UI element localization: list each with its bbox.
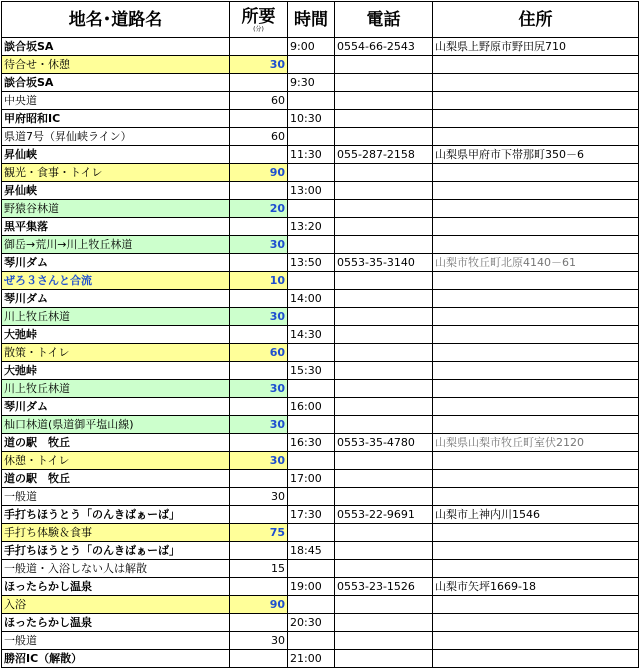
cell-time <box>288 56 335 74</box>
cell-phone <box>335 164 433 182</box>
cell-duration: 75 <box>230 524 288 542</box>
cell-phone <box>335 380 433 398</box>
table-row <box>2 398 639 416</box>
cell-phone: 0553-35-4780 <box>335 434 433 452</box>
cell-phone <box>335 488 433 506</box>
header-duration: 所要 (分) <box>230 2 288 38</box>
cell-time: 18:45 <box>288 542 335 560</box>
cell-duration: 90 <box>230 164 288 182</box>
cell-time: 20:30 <box>288 614 335 632</box>
cell-duration <box>230 182 288 200</box>
cell-time: 17:30 <box>288 506 335 524</box>
table-row <box>2 236 639 254</box>
itinerary-table <box>1 1 639 668</box>
cell-duration <box>230 614 288 632</box>
table-row <box>2 560 639 578</box>
cell-time: 9:00 <box>288 38 335 56</box>
cell-phone <box>335 596 433 614</box>
cell-duration: 60 <box>230 128 288 146</box>
cell-location: 甲府昭和IC <box>2 110 230 128</box>
cell-address <box>433 362 639 380</box>
cell-location: 野猿谷林道 <box>2 200 230 218</box>
table-row <box>2 128 639 146</box>
cell-phone: 0554-66-2543 <box>335 38 433 56</box>
cell-location: 入浴 <box>2 596 230 614</box>
cell-duration: 30 <box>230 632 288 650</box>
cell-duration: 30 <box>230 236 288 254</box>
table-row <box>2 164 639 182</box>
cell-time: 13:20 <box>288 218 335 236</box>
cell-address: 山梨県甲府市下帯那町350－6 <box>433 146 639 164</box>
cell-duration <box>230 326 288 344</box>
cell-phone <box>335 74 433 92</box>
cell-duration: 30 <box>230 452 288 470</box>
cell-address <box>433 110 639 128</box>
header-duration-unit: (分) <box>253 25 264 33</box>
header-time: 時間 <box>288 2 335 38</box>
cell-duration: 30 <box>230 416 288 434</box>
cell-phone: 0553-22-9691 <box>335 506 433 524</box>
cell-address <box>433 416 639 434</box>
cell-duration <box>230 254 288 272</box>
cell-duration <box>230 434 288 452</box>
cell-address <box>433 128 639 146</box>
table-row <box>2 254 639 272</box>
cell-phone <box>335 416 433 434</box>
cell-duration <box>230 470 288 488</box>
table-row <box>2 290 639 308</box>
cell-time: 13:00 <box>288 182 335 200</box>
cell-location: 県道7号（昇仙峡ライン） <box>2 128 230 146</box>
cell-duration <box>230 110 288 128</box>
cell-location: 散策・トイレ <box>2 344 230 362</box>
table-row <box>2 344 639 362</box>
table-row <box>2 92 639 110</box>
cell-location: 中央道 <box>2 92 230 110</box>
cell-location: 手打ちほうとう「のんきばぁーば」 <box>2 506 230 524</box>
cell-address <box>433 560 639 578</box>
cell-location: 一般道・入浴しない人は解散 <box>2 560 230 578</box>
cell-location: ほったらかし温泉 <box>2 578 230 596</box>
cell-time: 16:00 <box>288 398 335 416</box>
cell-duration: 30 <box>230 308 288 326</box>
table-row <box>2 272 639 290</box>
cell-time: 9:30 <box>288 74 335 92</box>
table-row <box>2 182 639 200</box>
cell-duration <box>230 542 288 560</box>
cell-time: 14:30 <box>288 326 335 344</box>
cell-location: 一般道 <box>2 488 230 506</box>
cell-phone <box>335 56 433 74</box>
cell-address <box>433 398 639 416</box>
cell-time <box>288 416 335 434</box>
table-row <box>2 308 639 326</box>
table-row <box>2 200 639 218</box>
cell-address <box>433 56 639 74</box>
cell-phone <box>335 560 433 578</box>
cell-address <box>433 344 639 362</box>
cell-time <box>288 524 335 542</box>
cell-duration: 10 <box>230 272 288 290</box>
cell-address <box>433 272 639 290</box>
table-row <box>2 74 639 92</box>
cell-time <box>288 380 335 398</box>
cell-location: 休憩・トイレ <box>2 452 230 470</box>
table-row <box>2 650 639 668</box>
cell-phone <box>335 398 433 416</box>
cell-phone <box>335 218 433 236</box>
cell-time <box>288 560 335 578</box>
cell-time <box>288 128 335 146</box>
cell-time: 21:00 <box>288 650 335 668</box>
cell-address: 山梨市牧丘町北原4140－61 <box>433 254 639 272</box>
table-row <box>2 596 639 614</box>
cell-location: 待合せ・休憩 <box>2 56 230 74</box>
cell-duration <box>230 650 288 668</box>
table-row <box>2 416 639 434</box>
table-row <box>2 614 639 632</box>
cell-location: 手打ちほうとう「のんきばぁーば」 <box>2 542 230 560</box>
table-row <box>2 632 639 650</box>
cell-duration: 20 <box>230 200 288 218</box>
cell-phone <box>335 128 433 146</box>
cell-duration: 30 <box>230 488 288 506</box>
cell-time: 14:00 <box>288 290 335 308</box>
cell-duration: 30 <box>230 56 288 74</box>
cell-address <box>433 74 639 92</box>
header-phone: 電話 <box>335 2 433 38</box>
cell-address <box>433 470 639 488</box>
cell-phone <box>335 236 433 254</box>
table-row <box>2 110 639 128</box>
cell-phone <box>335 272 433 290</box>
cell-phone <box>335 290 433 308</box>
cell-location: 川上牧丘林道 <box>2 380 230 398</box>
cell-time: 17:00 <box>288 470 335 488</box>
cell-phone <box>335 200 433 218</box>
cell-time <box>288 308 335 326</box>
cell-location: 談合坂SA <box>2 74 230 92</box>
cell-phone: 0553-23-1526 <box>335 578 433 596</box>
header-name: 地名･道路名 <box>2 2 230 38</box>
cell-location: 大弛峠 <box>2 326 230 344</box>
cell-location: 手打ち体験＆食事 <box>2 524 230 542</box>
table-row <box>2 362 639 380</box>
cell-phone <box>335 110 433 128</box>
cell-address <box>433 218 639 236</box>
cell-duration: 90 <box>230 596 288 614</box>
cell-location: 道の駅 牧丘 <box>2 434 230 452</box>
table-row <box>2 56 639 74</box>
cell-address <box>433 308 639 326</box>
cell-address <box>433 614 639 632</box>
cell-address <box>433 596 639 614</box>
cell-duration <box>230 398 288 416</box>
cell-time <box>288 236 335 254</box>
cell-address <box>433 92 639 110</box>
cell-address: 山梨市上神内川1546 <box>433 506 639 524</box>
cell-duration: 30 <box>230 380 288 398</box>
cell-duration <box>230 146 288 164</box>
cell-location: 昇仙峡 <box>2 182 230 200</box>
cell-location: ほったらかし温泉 <box>2 614 230 632</box>
cell-location: 御岳→荒川→川上牧丘林道 <box>2 236 230 254</box>
table-row <box>2 506 639 524</box>
cell-phone <box>335 308 433 326</box>
cell-location: 談合坂SA <box>2 38 230 56</box>
cell-time: 11:30 <box>288 146 335 164</box>
cell-time <box>288 164 335 182</box>
cell-duration <box>230 218 288 236</box>
cell-duration <box>230 578 288 596</box>
cell-time <box>288 488 335 506</box>
table-row <box>2 524 639 542</box>
cell-phone <box>335 92 433 110</box>
cell-duration <box>230 362 288 380</box>
cell-phone <box>335 452 433 470</box>
cell-time: 16:30 <box>288 434 335 452</box>
cell-phone <box>335 542 433 560</box>
itinerary-rows <box>2 38 639 668</box>
table-row <box>2 380 639 398</box>
cell-phone: 055-287-2158 <box>335 146 433 164</box>
cell-address <box>433 452 639 470</box>
table-row <box>2 326 639 344</box>
cell-location: ぜろ３さんと合流 <box>2 272 230 290</box>
cell-address <box>433 182 639 200</box>
cell-location: 勝沼IC（解散） <box>2 650 230 668</box>
cell-duration <box>230 74 288 92</box>
cell-time <box>288 200 335 218</box>
table-row <box>2 146 639 164</box>
cell-address <box>433 524 639 542</box>
cell-location: 杣口林道(県道御平塩山線) <box>2 416 230 434</box>
cell-address <box>433 542 639 560</box>
cell-location: 道の駅 牧丘 <box>2 470 230 488</box>
cell-phone <box>335 362 433 380</box>
table-row <box>2 470 639 488</box>
header-row <box>2 2 639 38</box>
cell-phone <box>335 632 433 650</box>
cell-location: 琴川ダム <box>2 254 230 272</box>
cell-phone <box>335 614 433 632</box>
table-row <box>2 218 639 236</box>
cell-location: 一般道 <box>2 632 230 650</box>
table-row <box>2 434 639 452</box>
cell-address <box>433 200 639 218</box>
cell-duration <box>230 38 288 56</box>
cell-address <box>433 488 639 506</box>
cell-location: 琴川ダム <box>2 290 230 308</box>
cell-address <box>433 236 639 254</box>
cell-phone: 0553-35-3140 <box>335 254 433 272</box>
cell-time: 15:30 <box>288 362 335 380</box>
cell-duration <box>230 290 288 308</box>
cell-address <box>433 290 639 308</box>
cell-address <box>433 164 639 182</box>
cell-address <box>433 380 639 398</box>
cell-location: 黒平集落 <box>2 218 230 236</box>
cell-time: 10:30 <box>288 110 335 128</box>
cell-phone <box>335 182 433 200</box>
cell-duration <box>230 506 288 524</box>
cell-phone <box>335 524 433 542</box>
cell-phone <box>335 326 433 344</box>
cell-time <box>288 272 335 290</box>
cell-location: 川上牧丘林道 <box>2 308 230 326</box>
table-row <box>2 578 639 596</box>
cell-time: 13:50 <box>288 254 335 272</box>
cell-phone <box>335 650 433 668</box>
cell-time <box>288 452 335 470</box>
cell-time <box>288 632 335 650</box>
cell-address: 山梨県上野原市野田尻710 <box>433 38 639 56</box>
header-address: 住所 <box>433 2 639 38</box>
cell-time <box>288 344 335 362</box>
cell-address: 山梨県山梨市牧丘町室伏2120 <box>433 434 639 452</box>
cell-duration: 15 <box>230 560 288 578</box>
cell-time: 19:00 <box>288 578 335 596</box>
cell-time <box>288 596 335 614</box>
cell-location: 琴川ダム <box>2 398 230 416</box>
cell-duration: 60 <box>230 344 288 362</box>
table-row <box>2 38 639 56</box>
cell-duration: 60 <box>230 92 288 110</box>
cell-location: 昇仙峡 <box>2 146 230 164</box>
cell-address <box>433 650 639 668</box>
cell-address <box>433 632 639 650</box>
cell-phone <box>335 344 433 362</box>
cell-phone <box>335 470 433 488</box>
cell-location: 大弛峠 <box>2 362 230 380</box>
table-row <box>2 488 639 506</box>
table-row <box>2 542 639 560</box>
cell-address: 山梨市矢坪1669-18 <box>433 578 639 596</box>
cell-address <box>433 326 639 344</box>
table-row <box>2 452 639 470</box>
cell-time <box>288 92 335 110</box>
cell-location: 観光・食事・トイレ <box>2 164 230 182</box>
